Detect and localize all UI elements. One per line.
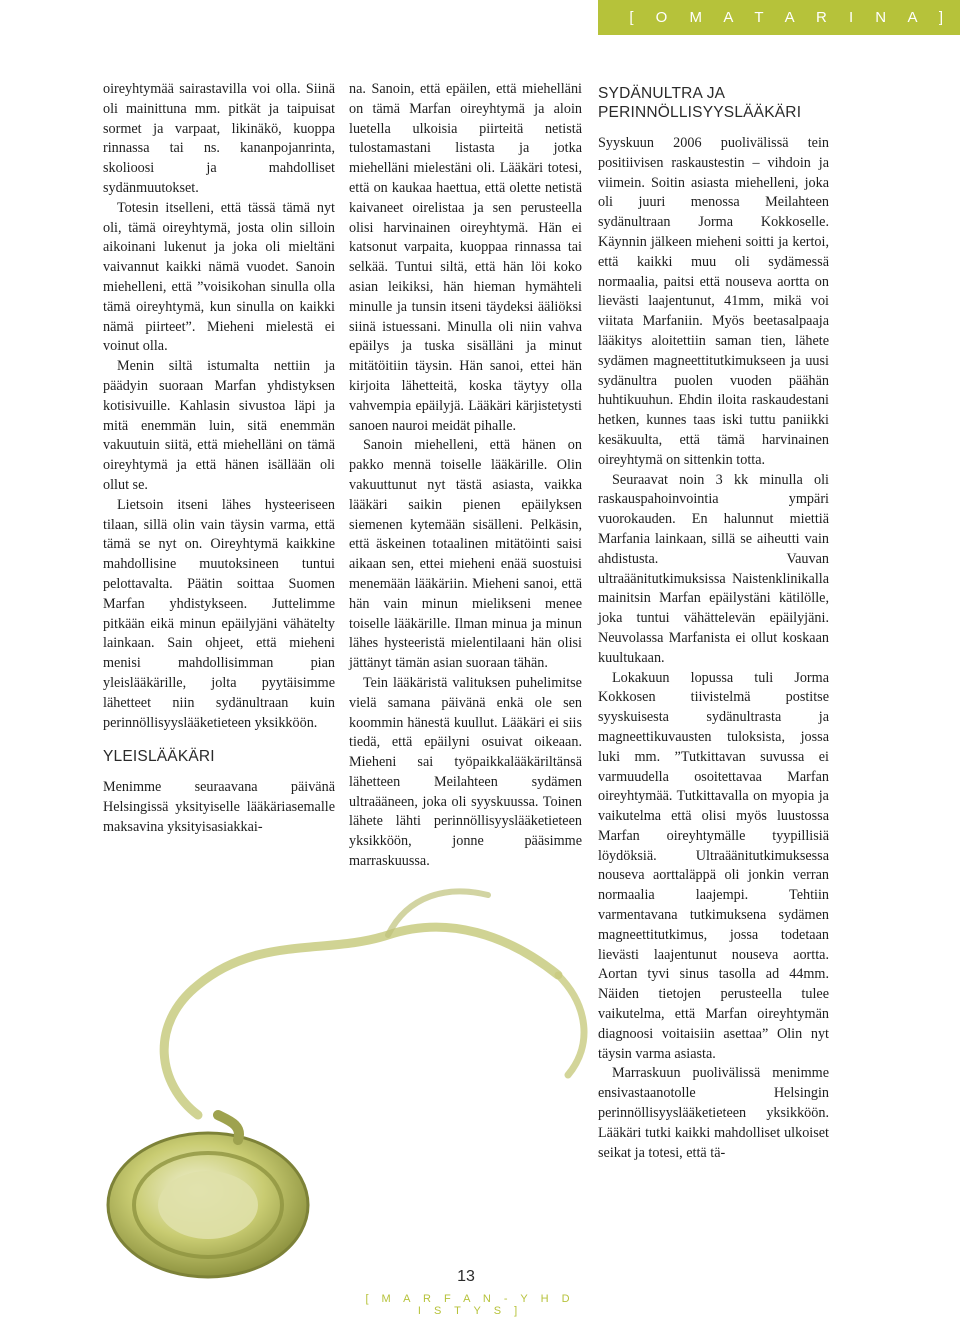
section-banner: [ O M A T A R I N A ]	[598, 0, 960, 35]
footer-publication: [ M A R F A N - Y H D I S T Y S ]	[365, 1293, 575, 1317]
paragraph: Tein lääkäristä valituksen puhelimitse vielä samana päivänä enkä ole sen koommin hänestä kuullut. Lääkäri ei siis tiedä, että epäilyni osuivat oikeaan. Mieheni sai työpaikkalääkäriltänsä lähetteen Meilahteen sydämen ultraääneen, joka oli syyskuussa. Toinen lähete lähti perinnöllisyyslääketieteen yksikköön, jonne pääsimme marraskuussa.	[349, 674, 582, 870]
paragraph: oireyhtymää sairastavilla voi olla. Siinä oli mainittuna mm. pitkät ja taipuisat sormet ja varpaat, likinäkö, kuoppa rinnassa tai ns. kananpojanrinta, skolioosi ja mahdolliset sydänmuutokset.	[103, 81, 335, 196]
section-heading-yleislaakari: YLEISLÄÄKÄRI	[103, 748, 215, 766]
column-1	[103, 80, 335, 838]
stethoscope-tube-branch	[558, 975, 584, 1075]
column-2	[349, 80, 582, 872]
paragraph: Syyskuun 2006 puolivälissä tein positiivisen raskaustestin – vihdoin ja viimein. Soitin asiasta miehelleni, joka oli juuri menossa Meilahteen sydänultraan Jorma Kokkoselle. Käynnin jälkeen mieheni soitti ja kertoi, että kaikki muu oli sydämessä normaalia, paitsi että nouseva aortta on lievästi laajentunut, 41mm, mikä voi viitata Marfaniin. Myös beetasalpaaja lääkitys aloitettiin saman tien, lähete sydämen magneettitutkimukseen ja uusi sydänultra puolen vuoden päähän huhtikuuhun. Ehdin iloita raskaudestani hetken, kunnes taas iski tuttu paniikki kesäkuulta, että tämä harvinainen oireyhtymä on sittenkin totta.	[598, 135, 829, 468]
stethoscope-illustration	[88, 875, 608, 1295]
paragraph: Lietsoin itseni lähes hysteeriseen tilaan, sillä olin vain täysin varma, että tämä se nyt on. Oireyhtymä kaikkine mahdollisine muutoksineen tuntui pelottavalta. Päätin soittaa Suomen Marfan yhdistykseen. Juttelimme pitkään eikä minun epäilyjäni vähätelty lainkaan. Sain ohjeet, että mieheni menisi mahdollisimman pian yleislääkärille, jolta pyytäisimme lähetteet niin sydänultraan kuin perinnöllisyyslääketieteen yksikköön.	[103, 496, 335, 731]
paragraph: Menimme seuraavana päivänä Helsingissä yksityiselle lääkäriasemalle maksavina yksityisasiakkai-	[103, 779, 335, 835]
paragraph: Seuraavat noin 3 kk minulla oli raskauspahoinvointia ympäri vuorokauden. En halunnut miettiä Marfania lainkaan, sillä se aiheutti vain ahdistusta. Vauvan ultraäänitutkimuksissa Naistenklinikalla mainitsin Marfan epäilystäni kätilölle, joka tuntui vähättelevän epäilyjäni. Neuvolassa Marfanista ei ollut koskaan kuultukaan.	[598, 471, 829, 666]
paragraph: Lokakuun lopussa tuli Jorma Kokkosen tiivistelmä postitse syyskuisesta sydänultrasta ja magneettikuvausten tuloksista, jossa luki mm. ”Tutkittavan suvussa ei varmuudella osoitettavaa Marfan oireyhtymää. Tutkittavalla on myopia ja vaikutelma että olisi myös luustossa Marfan oireyhtymälle tyypillisiä löydöksiä. Ultraäänitutkimuksessa nouseva aorttaläppä oli jonkin verran normaalia laajempi. Tehtiin varmentavana tutkimuksena sydämen magneettitutkimus, jossa todetaan lievästi laajentunut nouseva aortta. Aortan tyvi sinus tasolla ad 44mm. Näiden tietojen perusteella tulee vaikutelma, että Marfan oireyhtymän diagnoosi voitaisiin asettaa” Olin nyt täysin varma asiasta.	[598, 669, 829, 1062]
stethoscope-tube	[164, 927, 558, 1115]
page-number: 13	[457, 1268, 475, 1285]
stethoscope-diaphragm	[158, 1171, 258, 1239]
paragraph: Marraskuun puolivälissä menimme ensivastaanotolle Helsingin perinnöllisyyslääketieteen yksikköön. Lääkäri tutki kaikki mahdolliset ulkoiset seikat ja totesi, että tä-	[598, 1065, 829, 1161]
column-3	[598, 84, 829, 1163]
paragraph: Totesin itselleni, että tässä tämä nyt oli, tämä oireyhtymä, josta olin silloin aikoinani lukenut ja joka oli mieltäni vaivannut kaikki nämä vuodet. Sanoin miehelleni, että ”voisikohan sinulla olla tämä oireyhtymä, kun sinulla on kaikki nämä piirteet”. Mieheni mielestä ei voinut olla.	[103, 199, 335, 355]
paragraph: Sanoin miehelleni, että hänen on pakko mennä toiselle lääkärille. Olin vakuuttunut nyt tästä asiasta, vaikka lääkäri saikin pienen epäilyksen siemenen kytemään sisälleni. Pelkäsin, että äskeinen totaalinen mitätöinti saisi aikaan sen, ettei mieheni enää suostuisi menemään lääkäriin. Mieheni sanoi, että hän vain minun mielikseni menee toiselle lääkärille. Ilman minua ja minun lähes hysteeristä mielentilaani hän olisi jättänyt tämän asian suoraan tähän.	[349, 437, 582, 672]
paragraph: Menin siltä istumalta nettiin ja päädyin suoraan Marfan yhdistyksen kotisivuille. Kahlasin sivustoa läpi ja mitä enemmän luin, sitä enemmän vakuutuin siitä, että miehelläni on tämä oireyhtymä ja että hänen isällään oli ollut se.	[103, 358, 335, 493]
paragraph: na. Sanoin, että epäilen, että miehelläni on tämä Marfan oireyhtymä ja aloin luetella ulkoisia piirteitä netistä tulostamastani listasta ja jotka miehelläni mielestäni oli. Lääkäri totesi, että on kaukaa haettua, että olette netistä kaivaneet oirelistaa ja sen perusteella olisi harvinainen oireyhtymä. Hän ei katsonut varpaita, kuoppaa rinnassa tai selkää. Tuntui siltä, että hän löi koko asian leikiksi, hän hieman hymähteli minulle ja tunsin itseni täydeksi ääliöksi siinä istuessani. Minulla oli niin vahva epäilys ja tuska sisälläni ja minut mitätöitiin täysin. Hän sanoi, ettei hän kirjoita lähetteitä, koska täytyy olla vahvempia epäilyjä. Lääkäri kärjistetysti sanoen nauroi meidät pihalle.	[349, 81, 582, 434]
section-heading-sydanultra: SYDÄNULTRA JA PERINNÖLLISYYSLÄÄKÄRI	[598, 85, 802, 121]
